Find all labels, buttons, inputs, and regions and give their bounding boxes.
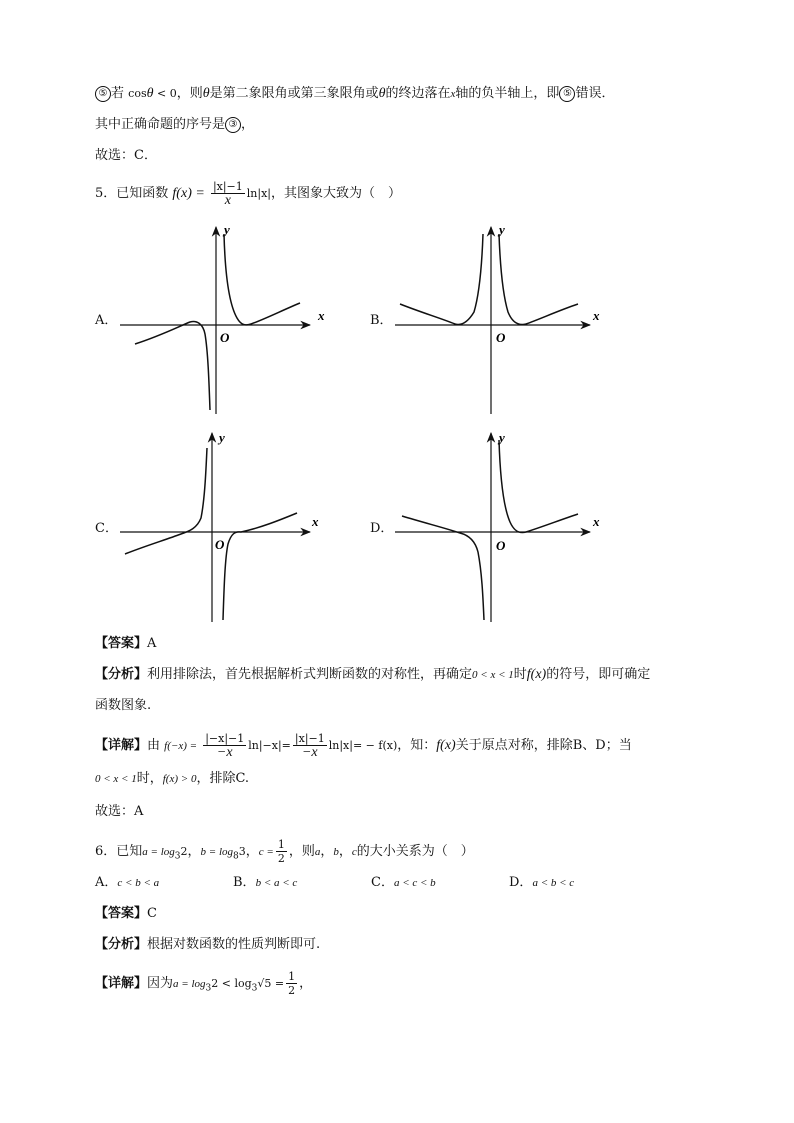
x-label: x [593, 308, 600, 323]
curve-right [499, 234, 578, 325]
origin-label: O [220, 330, 230, 345]
y-label: y [499, 430, 505, 445]
q6-detail: 【详解】因为$a = \log_32 < \log_3√5$ = $\frac{1}{2}$ ， [95, 970, 313, 997]
curve-right [223, 513, 297, 620]
choose-c-line: 故选：C． [95, 148, 157, 163]
y-label: y [499, 222, 505, 237]
choice-d: D．a < b < c [509, 875, 575, 890]
graph-d [390, 428, 610, 624]
circled-3: ③ [225, 117, 241, 133]
option-c-label: C． [95, 521, 118, 536]
curve-left [125, 448, 207, 554]
q5-detail-cont: 0 < x < 1时，f(x) > 0，排除C. [95, 771, 250, 786]
option-b-label: B． [370, 313, 393, 328]
q6-stem: 6．已知$a = \log_32$，$b = \log_83$，c = $\frac{1}{2}$ ，则a，b，c的大小关系为（ ） [95, 838, 474, 865]
curve-right [224, 234, 300, 325]
circled-5-b: ⑤ [559, 86, 575, 102]
correct-line: 其中正确命题的序号是 ③ ， [95, 117, 255, 132]
q6-answer: 【答案】C [95, 906, 157, 921]
q5-analysis: 【分析】利用排除法，首先根据解析式判断函数的对称性，再确定0 < x < 1时f(x)的符号，即可确定 [95, 667, 651, 682]
graph-a [115, 222, 335, 418]
choice-b: B．b < a < c [233, 875, 298, 890]
option-d-label: D． [370, 521, 394, 536]
y-label: y [224, 222, 230, 237]
item5-line: ⑤ 若 cosθ < 0，则θ是第二象限角或第三象限角或θ的终边落在x轴的负半轴上，即 ⑤ 错误． [95, 84, 614, 104]
graph-c [115, 428, 335, 624]
q5-stem: 5．已知函数 f(x) = $\frac{|x|-1}{x}$ ln|x|，其图象大致为（ ） [95, 180, 402, 208]
choice-c: C．a < c < b [371, 875, 436, 890]
graph-b [390, 222, 610, 418]
y-label: y [219, 430, 225, 445]
q5-fraction: $\frac{|x|-1}{x}$ [212, 180, 243, 208]
x-label: x [593, 514, 600, 529]
q6-choices [95, 873, 609, 893]
option-a-label: A． [95, 313, 118, 328]
x-label: x [318, 308, 325, 323]
q5-answer: 【答案】A [95, 636, 157, 651]
curve-left [400, 234, 483, 325]
origin-label: O [215, 537, 225, 552]
x-label: x [312, 514, 319, 529]
curve-right [499, 440, 578, 533]
q5-choose: 故选：A [95, 804, 144, 819]
q5-detail: 【详解】由 f(−x) = $\frac{|-x|-1}{-x}$ ln|−x|= $\frac{|x|-1}{-x}$ ln|x|= − f(x)，知：f(x)关于原点对称，排除B、D；当 [95, 732, 632, 760]
q5-analysis-cont: 函数图象. [95, 698, 152, 713]
origin-label: O [496, 330, 506, 345]
choice-a: A．c < b < a [95, 875, 160, 890]
circled-5: ⑤ [95, 86, 111, 102]
curve-left [135, 322, 210, 411]
q6-analysis: 【分析】根据对数函数的性质判断即可. [95, 937, 321, 952]
origin-label: O [496, 538, 506, 553]
